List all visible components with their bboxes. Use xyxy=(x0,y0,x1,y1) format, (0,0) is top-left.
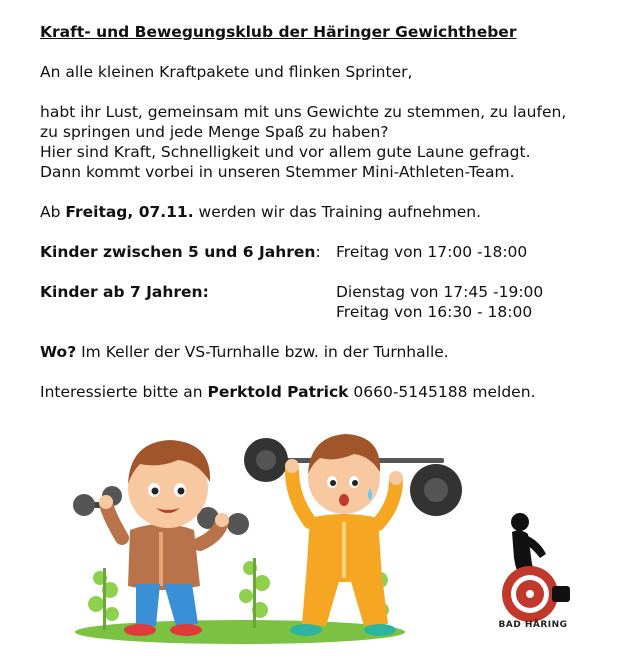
contact-name: Perktold Patrick xyxy=(207,383,349,401)
schedule-times xyxy=(336,242,600,262)
intro-paragraph xyxy=(40,102,600,182)
page-title: Kraft- und Bewegungsklub der Häringer Gewichtheber xyxy=(40,23,517,41)
contact-paragraph: Interessierte bitte an Perktold Patrick 0660-5145188 melden. xyxy=(40,383,536,401)
schedule-row xyxy=(40,282,600,322)
schedule-time: Freitag von 16:30 - 18:00 xyxy=(336,303,533,321)
start-suffix: werden wir das Training aufnehmen. xyxy=(193,203,482,221)
greeting: An alle kleinen Kraftpakete und flinken Sprinter, xyxy=(40,63,413,81)
start-paragraph xyxy=(40,202,600,222)
schedule-label: Kinder ab 7 Jahren: xyxy=(40,283,209,301)
intro-line: Dann kommt vorbei in unseren Stemmer Mini-Athleten-Team. xyxy=(40,163,515,181)
location-paragraph xyxy=(40,342,600,362)
start-date: Freitag, 07.11. xyxy=(65,203,194,221)
start-prefix: Ab xyxy=(40,203,66,221)
right-kid xyxy=(244,434,462,636)
location-text: Im Keller der VS-Turnhalle bzw. in der Turnhalle. xyxy=(76,343,449,361)
club-logo xyxy=(490,508,576,634)
barbell-plate-icon xyxy=(502,566,570,622)
schedule-time: Freitag von 17:00 -18:00 xyxy=(336,243,528,261)
kids-weightlifting-illustration xyxy=(70,418,490,648)
schedule-row xyxy=(40,242,600,262)
intro-line: habt ihr Lust, gemeinsam mit uns Gewichte zu stemmen, zu laufen, xyxy=(40,103,567,121)
location-label: Wo? xyxy=(40,343,77,361)
intro-line: Hier sind Kraft, Schnelligkeit und vor allem gute Laune gefragt. xyxy=(40,143,531,161)
grass-ground xyxy=(75,620,405,644)
logo-text: BAD HÄRING xyxy=(498,620,568,630)
intro-line: zu springen und jede Menge Spaß zu haben? xyxy=(40,123,389,141)
schedule-times xyxy=(336,282,600,322)
schedule-label: Kinder zwischen 5 und 6 Jahren: xyxy=(40,243,321,261)
schedule-time: Dienstag von 17:45 -19:00 xyxy=(336,283,544,301)
document xyxy=(40,22,600,422)
